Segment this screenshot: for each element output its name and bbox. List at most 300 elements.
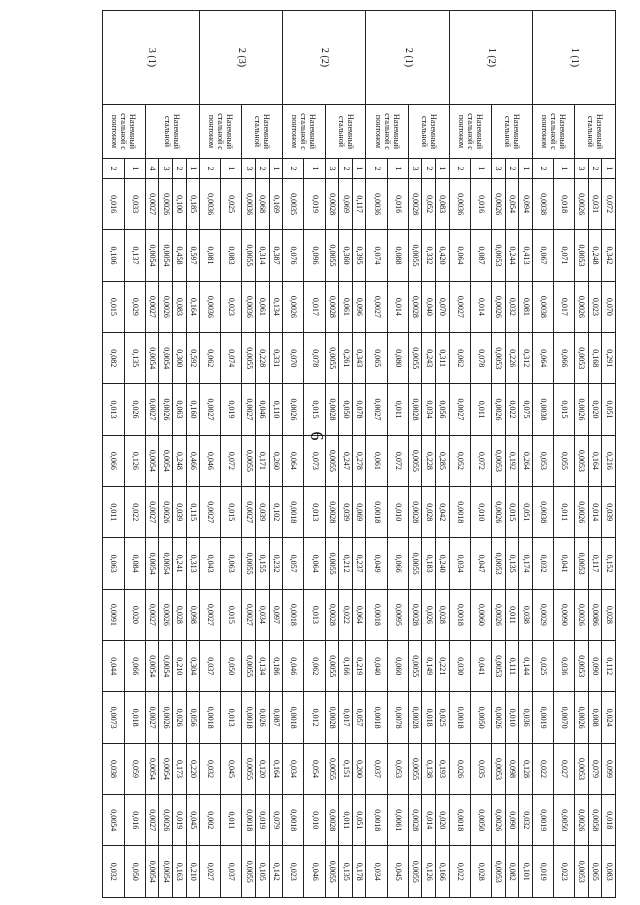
value-cell: 0,111 xyxy=(505,641,519,692)
value-cell: 0,023 xyxy=(554,846,575,898)
value-cell: 0,0055 xyxy=(242,333,256,384)
value-cell: 0,331 xyxy=(269,333,283,384)
value-cell: 0,013 xyxy=(304,487,325,538)
value-cell: 0,094 xyxy=(519,179,533,230)
value-cell: 0,0055 xyxy=(408,333,422,384)
value-cell: 0,0038 xyxy=(532,281,553,332)
value-cell: 0,010 xyxy=(304,795,325,846)
value-cell: 0,106 xyxy=(103,230,125,281)
value-cell: 0,0054 xyxy=(159,333,173,384)
value-cell: 0,0026 xyxy=(492,179,506,230)
value-cell: 0,228 xyxy=(422,435,436,486)
value-cell: 0,002 xyxy=(200,795,221,846)
value-cell: 0,071 xyxy=(554,230,575,281)
value-cell: 0,0054 xyxy=(159,846,173,898)
value-cell: 0,015 xyxy=(221,589,242,640)
value-cell: 0,076 xyxy=(283,230,304,281)
value-cell: 0,0053 xyxy=(492,538,506,589)
value-cell: 0,0086 xyxy=(588,589,602,640)
value-cell: 0,0028 xyxy=(408,487,422,538)
value-cell: 0,082 xyxy=(505,846,519,898)
value-cell: 0,100 xyxy=(172,179,186,230)
value-cell: 0,052 xyxy=(449,435,470,486)
value-cell: 0,078 xyxy=(470,333,491,384)
value-cell: 0,063 xyxy=(172,384,186,435)
value-cell: 0,0054 xyxy=(145,641,159,692)
value-cell: 0,126 xyxy=(124,435,145,486)
value-cell: 0,064 xyxy=(304,538,325,589)
value-cell: 0,0028 xyxy=(325,487,339,538)
value-cell: 0,342 xyxy=(602,230,616,281)
value-cell: 0,0027 xyxy=(145,281,159,332)
value-cell: 0,0027 xyxy=(200,487,221,538)
value-cell: 0,046 xyxy=(200,435,221,486)
value-cell: 0,120 xyxy=(256,743,270,794)
value-cell: 0,075 xyxy=(519,384,533,435)
value-cell: 0,0026 xyxy=(575,589,589,640)
value-cell: 0,0019 xyxy=(532,795,553,846)
value-cell: 0,219 xyxy=(352,641,366,692)
value-cell: 0,0027 xyxy=(200,589,221,640)
value-cell: 0,221 xyxy=(436,641,450,692)
value-cell: 0,0028 xyxy=(325,589,339,640)
value-cell: 0,0026 xyxy=(492,692,506,743)
tank-type-cell: Наземный стальной с понтоном xyxy=(283,105,325,159)
value-cell: 0,066 xyxy=(124,641,145,692)
value-cell: 0,078 xyxy=(304,333,325,384)
tank-type-cell: Наземный стальной xyxy=(145,105,199,159)
value-cell: 0,0029 xyxy=(532,589,553,640)
value-cell: 0,151 xyxy=(339,743,353,794)
value-cell: 0,081 xyxy=(200,230,221,281)
value-cell: 0,228 xyxy=(256,333,270,384)
value-cell: 0,065 xyxy=(366,333,387,384)
value-cell: 0,010 xyxy=(470,487,491,538)
value-cell: 0,313 xyxy=(186,538,200,589)
value-cell: 0,232 xyxy=(269,538,283,589)
value-cell: 0,045 xyxy=(387,846,408,898)
row-index-cell: 3 xyxy=(492,159,506,179)
value-cell: 0,098 xyxy=(505,743,519,794)
value-cell: 0,0055 xyxy=(408,230,422,281)
value-cell: 0,0018 xyxy=(200,692,221,743)
value-cell: 0,0038 xyxy=(532,179,553,230)
value-cell: 0,0026 xyxy=(575,281,589,332)
value-cell: 0,066 xyxy=(387,538,408,589)
value-cell: 0,014 xyxy=(422,795,436,846)
value-cell: 0,056 xyxy=(436,384,450,435)
value-cell: 0,061 xyxy=(366,435,387,486)
value-cell: 0,023 xyxy=(588,281,602,332)
value-cell: 0,018 xyxy=(422,692,436,743)
row-index-cell: 1 xyxy=(269,159,283,179)
value-cell: 0,0018 xyxy=(449,589,470,640)
value-cell: 0,117 xyxy=(352,179,366,230)
value-cell: 0,014 xyxy=(588,487,602,538)
value-cell: 0,051 xyxy=(602,384,616,435)
value-cell: 0,0053 xyxy=(575,641,589,692)
value-cell: 0,044 xyxy=(103,641,125,692)
value-cell: 0,261 xyxy=(339,333,353,384)
value-cell: 0,070 xyxy=(602,281,616,332)
value-cell: 0,013 xyxy=(304,589,325,640)
row-index-cell: 1 xyxy=(602,159,616,179)
value-cell: 0,278 xyxy=(352,435,366,486)
value-cell: 0,0095 xyxy=(387,589,408,640)
value-cell: 0,047 xyxy=(470,538,491,589)
value-cell: 0,0053 xyxy=(575,230,589,281)
value-cell: 0,037 xyxy=(221,846,242,898)
tank-type-cell: Наземный стальной с понтоном xyxy=(532,105,574,159)
tank-type-cell: Наземный стальной с понтоном xyxy=(449,105,491,159)
value-cell: 0,0078 xyxy=(387,692,408,743)
value-cell: 0,082 xyxy=(103,333,125,384)
value-cell: 0,026 xyxy=(124,384,145,435)
value-cell: 0,395 xyxy=(352,230,366,281)
value-cell: 0,0026 xyxy=(492,384,506,435)
value-cell: 0,0018 xyxy=(283,589,304,640)
value-cell: 0,0026 xyxy=(159,179,173,230)
value-cell: 0,101 xyxy=(519,846,533,898)
value-cell: 0,0028 xyxy=(408,384,422,435)
row-index-cell: 2 xyxy=(366,159,387,179)
row-index-cell: 3 xyxy=(242,159,256,179)
tank-type-cell: Наземный стальной xyxy=(575,105,616,159)
value-cell: 0,057 xyxy=(283,538,304,589)
value-cell: 0,117 xyxy=(588,538,602,589)
value-cell: 0,073 xyxy=(304,435,325,486)
value-cell: 0,0028 xyxy=(325,281,339,332)
value-cell: 0,064 xyxy=(283,435,304,486)
value-cell: 0,068 xyxy=(256,179,270,230)
value-cell: 0,0055 xyxy=(242,538,256,589)
value-cell: 0,045 xyxy=(186,795,200,846)
value-cell: 0,220 xyxy=(186,743,200,794)
value-cell: 0,105 xyxy=(256,846,270,898)
value-cell: 0,0054 xyxy=(159,435,173,486)
value-cell: 0,025 xyxy=(436,692,450,743)
value-cell: 0,026 xyxy=(422,589,436,640)
value-cell: 0,014 xyxy=(470,281,491,332)
value-cell: 0,0028 xyxy=(325,692,339,743)
value-cell: 0,0054 xyxy=(159,230,173,281)
value-cell: 0,168 xyxy=(588,333,602,384)
value-cell: 0,0053 xyxy=(492,743,506,794)
value-cell: 0,0027 xyxy=(145,179,159,230)
value-cell: 0,028 xyxy=(602,589,616,640)
value-cell: 0,237 xyxy=(352,538,366,589)
tank-type-cell: Наземный стальной с понтоном xyxy=(103,105,146,159)
value-cell: 0,084 xyxy=(124,538,145,589)
value-cell: 0,134 xyxy=(269,281,283,332)
value-cell: 0,597 xyxy=(186,230,200,281)
value-cell: 0,017 xyxy=(304,281,325,332)
value-cell: 0,042 xyxy=(436,487,450,538)
value-cell: 0,053 xyxy=(532,435,553,486)
value-cell: 0,011 xyxy=(221,795,242,846)
value-cell: 0,096 xyxy=(352,281,366,332)
value-cell: 0,0028 xyxy=(408,589,422,640)
value-cell: 0,247 xyxy=(339,435,353,486)
value-cell: 0,026 xyxy=(256,692,270,743)
value-cell: 0,166 xyxy=(436,846,450,898)
value-cell: 0,0027 xyxy=(242,589,256,640)
value-cell: 0,026 xyxy=(449,743,470,794)
tank-type-cell: Наземный стальной xyxy=(325,105,366,159)
value-cell: 0,0054 xyxy=(145,333,159,384)
value-cell: 0,015 xyxy=(505,487,519,538)
value-cell: 0,008 xyxy=(588,692,602,743)
value-cell: 0,0038 xyxy=(532,487,553,538)
value-cell: 0,059 xyxy=(124,743,145,794)
value-cell: 0,0027 xyxy=(366,281,387,332)
value-cell: 0,0018 xyxy=(449,692,470,743)
value-cell: 0,0054 xyxy=(145,230,159,281)
value-cell: 0,032 xyxy=(505,281,519,332)
table-row xyxy=(124,11,145,898)
value-cell: 0,0050 xyxy=(470,795,491,846)
row-index-cell: 1 xyxy=(352,159,366,179)
value-cell: 0,062 xyxy=(449,333,470,384)
value-cell: 0,387 xyxy=(269,230,283,281)
value-cell: 0,173 xyxy=(172,743,186,794)
value-cell: 0,0028 xyxy=(325,795,339,846)
value-cell: 0,0058 xyxy=(588,795,602,846)
value-cell: 0,0026 xyxy=(575,692,589,743)
value-cell: 0,0055 xyxy=(325,435,339,486)
value-cell: 0,0055 xyxy=(325,538,339,589)
value-cell: 0,028 xyxy=(172,589,186,640)
value-cell: 0,038 xyxy=(103,743,125,794)
value-cell: 0,332 xyxy=(422,230,436,281)
value-cell: 0,018 xyxy=(554,179,575,230)
row-index-cell: 3 xyxy=(575,159,589,179)
value-cell: 0,138 xyxy=(422,743,436,794)
value-cell: 0,087 xyxy=(269,692,283,743)
value-cell: 0,032 xyxy=(519,795,533,846)
value-cell: 0,0053 xyxy=(492,435,506,486)
value-cell: 0,028 xyxy=(470,846,491,898)
value-cell: 0,067 xyxy=(532,230,553,281)
value-cell: 0,039 xyxy=(339,487,353,538)
value-cell: 0,0055 xyxy=(325,641,339,692)
value-cell: 0,024 xyxy=(602,692,616,743)
value-cell: 0,149 xyxy=(422,641,436,692)
value-cell: 0,064 xyxy=(532,333,553,384)
value-cell: 0,304 xyxy=(186,641,200,692)
value-cell: 0,312 xyxy=(519,333,533,384)
value-cell: 0,0055 xyxy=(325,230,339,281)
group-cell: 1 (2) xyxy=(449,11,532,105)
value-cell: 0,034 xyxy=(256,589,270,640)
value-cell: 0,466 xyxy=(186,435,200,486)
value-cell: 0,015 xyxy=(221,487,242,538)
value-cell: 0,164 xyxy=(588,435,602,486)
value-cell: 0,0027 xyxy=(366,384,387,435)
value-cell: 0,135 xyxy=(124,333,145,384)
value-cell: 0,039 xyxy=(256,487,270,538)
value-cell: 0,0018 xyxy=(366,795,387,846)
value-cell: 0,010 xyxy=(505,692,519,743)
value-cell: 0,045 xyxy=(221,743,242,794)
value-cell: 0,458 xyxy=(172,230,186,281)
value-cell: 0,016 xyxy=(470,179,491,230)
value-cell: 0,016 xyxy=(103,179,125,230)
value-cell: 0,0026 xyxy=(283,384,304,435)
value-cell: 0,029 xyxy=(124,281,145,332)
value-cell: 0,081 xyxy=(519,281,533,332)
value-cell: 0,011 xyxy=(470,384,491,435)
row-index-cell: 1 xyxy=(387,159,408,179)
value-cell: 0,039 xyxy=(172,487,186,538)
value-cell: 0,046 xyxy=(304,846,325,898)
value-cell: 0,0054 xyxy=(159,641,173,692)
value-cell: 0,036 xyxy=(554,641,575,692)
value-cell: 0,020 xyxy=(436,795,450,846)
row-index-cell: 1 xyxy=(436,159,450,179)
value-cell: 0,0055 xyxy=(408,538,422,589)
value-cell: 0,155 xyxy=(256,538,270,589)
value-cell: 0,0027 xyxy=(242,384,256,435)
value-cell: 0,0026 xyxy=(575,795,589,846)
value-cell: 0,185 xyxy=(186,179,200,230)
value-cell: 0,055 xyxy=(554,435,575,486)
value-cell: 0,041 xyxy=(470,641,491,692)
value-cell: 0,0026 xyxy=(492,589,506,640)
group-cell: 2 (1) xyxy=(366,11,449,105)
value-cell: 0,019 xyxy=(532,846,553,898)
value-cell: 0,036 xyxy=(519,692,533,743)
value-cell: 0,062 xyxy=(200,333,221,384)
value-cell: 0,0026 xyxy=(159,589,173,640)
value-cell: 0,0028 xyxy=(325,179,339,230)
value-cell: 0,0060 xyxy=(470,589,491,640)
value-cell: 0,0053 xyxy=(492,846,506,898)
value-cell: 0,0018 xyxy=(283,692,304,743)
value-cell: 0,0053 xyxy=(575,743,589,794)
value-cell: 0,0027 xyxy=(145,795,159,846)
value-cell: 0,022 xyxy=(339,589,353,640)
value-cell: 0,083 xyxy=(602,846,616,898)
value-cell: 0,0073 xyxy=(103,692,125,743)
value-cell: 0,026 xyxy=(172,692,186,743)
value-cell: 0,074 xyxy=(366,230,387,281)
value-cell: 0,135 xyxy=(339,846,353,898)
value-cell: 0,060 xyxy=(387,641,408,692)
value-cell: 0,300 xyxy=(172,333,186,384)
value-cell: 0,0027 xyxy=(145,487,159,538)
value-cell: 0,017 xyxy=(554,281,575,332)
value-cell: 0,164 xyxy=(186,281,200,332)
value-cell: 0,0018 xyxy=(366,487,387,538)
value-cell: 0,054 xyxy=(505,179,519,230)
value-cell: 0,052 xyxy=(422,179,436,230)
value-cell: 0,0026 xyxy=(575,487,589,538)
value-cell: 0,0053 xyxy=(575,333,589,384)
value-cell: 0,072 xyxy=(470,435,491,486)
value-cell: 0,135 xyxy=(505,538,519,589)
tank-type-cell: Наземный стальной с понтоном xyxy=(366,105,408,159)
group-cell: 2 (2) xyxy=(283,11,366,105)
value-cell: 0,0090 xyxy=(554,589,575,640)
table-row xyxy=(387,11,408,898)
value-cell: 0,098 xyxy=(186,589,200,640)
value-cell: 0,063 xyxy=(221,538,242,589)
value-cell: 0,025 xyxy=(221,179,242,230)
value-cell: 0,057 xyxy=(352,692,366,743)
value-cell: 0,011 xyxy=(339,795,353,846)
value-cell: 0,069 xyxy=(352,487,366,538)
value-cell: 0,178 xyxy=(352,846,366,898)
value-cell: 0,011 xyxy=(387,384,408,435)
value-cell: 0,0055 xyxy=(325,333,339,384)
value-cell: 0,0026 xyxy=(283,281,304,332)
group-cell: 3 (1) xyxy=(103,11,200,105)
value-cell: 0,142 xyxy=(269,846,283,898)
value-cell: 0,066 xyxy=(103,435,125,486)
value-cell: 0,0028 xyxy=(408,179,422,230)
value-cell: 0,0053 xyxy=(492,230,506,281)
value-cell: 0,020 xyxy=(588,384,602,435)
value-cell: 0,210 xyxy=(186,846,200,898)
value-cell: 0,0036 xyxy=(200,179,221,230)
value-cell: 0,032 xyxy=(532,538,553,589)
row-index-cell: 2 xyxy=(200,159,221,179)
value-cell: 0,039 xyxy=(602,487,616,538)
value-cell: 0,134 xyxy=(256,641,270,692)
value-cell: 0,0026 xyxy=(492,795,506,846)
value-cell: 0,0050 xyxy=(470,692,491,743)
tank-type-cell: Наземный стальной с понтоном xyxy=(200,105,242,159)
value-cell: 0,040 xyxy=(422,281,436,332)
value-cell: 0,0028 xyxy=(408,795,422,846)
value-cell: 0,051 xyxy=(352,795,366,846)
value-cell: 0,011 xyxy=(505,589,519,640)
value-cell: 0,017 xyxy=(339,692,353,743)
group-cell: 1 (1) xyxy=(532,11,615,105)
value-cell: 0,0026 xyxy=(492,281,506,332)
value-cell: 0,072 xyxy=(387,435,408,486)
value-cell: 0,090 xyxy=(505,795,519,846)
value-cell: 0,164 xyxy=(269,743,283,794)
value-cell: 0,360 xyxy=(339,230,353,281)
value-cell: 0,0036 xyxy=(242,281,256,332)
value-cell: 0,0018 xyxy=(366,589,387,640)
value-cell: 0,079 xyxy=(269,795,283,846)
value-cell: 0,020 xyxy=(124,589,145,640)
row-index-cell: 2 xyxy=(339,159,353,179)
value-cell: 0,260 xyxy=(269,435,283,486)
value-cell: 0,0026 xyxy=(159,384,173,435)
value-cell: 0,032 xyxy=(200,743,221,794)
value-cell: 0,074 xyxy=(221,333,242,384)
table-row xyxy=(470,11,491,898)
row-index-cell: 1 xyxy=(124,159,145,179)
value-cell: 0,0054 xyxy=(145,435,159,486)
value-cell: 0,037 xyxy=(366,743,387,794)
value-cell: 0,186 xyxy=(269,641,283,692)
value-cell: 0,0053 xyxy=(492,333,506,384)
value-cell: 0,096 xyxy=(304,230,325,281)
rotated-table-container xyxy=(102,10,616,898)
value-cell: 0,051 xyxy=(519,487,533,538)
value-cell: 0,023 xyxy=(221,281,242,332)
value-cell: 0,046 xyxy=(283,641,304,692)
row-index-cell: 2 xyxy=(256,159,270,179)
value-cell: 0,291 xyxy=(602,333,616,384)
row-index-cell: 1 xyxy=(470,159,491,179)
value-cell: 0,241 xyxy=(172,538,186,589)
